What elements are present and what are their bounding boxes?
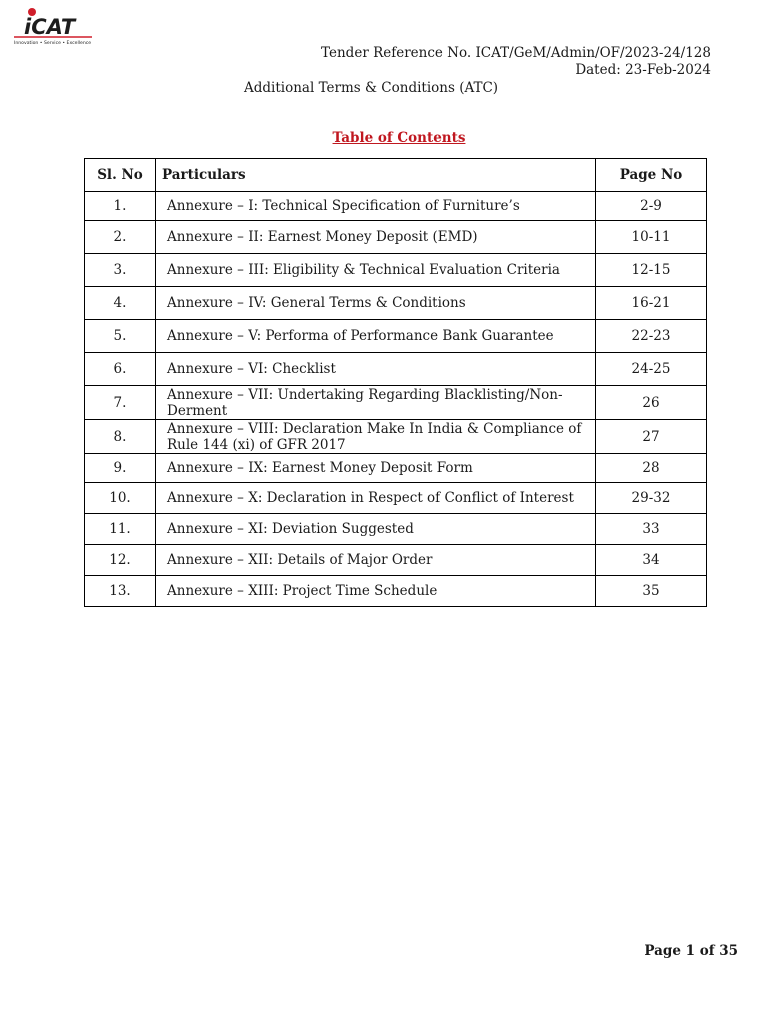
particulars-cell: Annexure – XIII: Project Time Schedule (156, 576, 596, 607)
sl-no-cell: 13. (85, 576, 156, 607)
table-row (85, 221, 707, 254)
sl-no-cell: 7. (85, 386, 156, 420)
page-no-cell: 12-15 (596, 254, 707, 287)
sl-no-cell: 2. (85, 221, 156, 254)
svg-text:iCAT: iCAT (24, 15, 76, 39)
page-no-cell: 16-21 (596, 287, 707, 320)
sl-no-cell: 6. (85, 353, 156, 386)
sl-no-cell: 5. (85, 320, 156, 353)
sl-no-cell: 9. (85, 454, 156, 483)
page-no-cell: 10-11 (596, 221, 707, 254)
particulars-cell: Annexure – VIII: Declaration Make In India & Compliance of Rule 144 (xi) of GFR 2017 (156, 420, 596, 454)
particulars-cell: Annexure – VI: Checklist (156, 353, 596, 386)
col-header-page-no: Page No (596, 159, 707, 192)
tender-reference-block (321, 45, 711, 79)
table-row (85, 192, 707, 221)
page-no-cell: 27 (596, 420, 707, 454)
dated: Dated: 23-Feb-2024 (575, 62, 711, 78)
page-no-cell: 28 (596, 454, 707, 483)
page-no-cell: 26 (596, 386, 707, 420)
table-row (85, 454, 707, 483)
particulars-cell: Annexure – V: Performa of Performance Bank Guarantee (156, 320, 596, 353)
sl-no-cell: 10. (85, 483, 156, 514)
toc-title: Table of Contents (332, 130, 466, 146)
table-row (85, 483, 707, 514)
toc-table (84, 158, 707, 607)
tender-reference: Tender Reference No. ICAT/GeM/Admin/OF/2023-24/128 (321, 45, 711, 61)
logo-tagline: Innovation • Service • Excellence (14, 41, 92, 46)
particulars-cell: Annexure – XII: Details of Major Order (156, 545, 596, 576)
particulars-cell: Annexure – IX: Earnest Money Deposit Form (156, 454, 596, 483)
particulars-cell: Annexure – XI: Deviation Suggested (156, 514, 596, 545)
table-row (85, 320, 707, 353)
table-row (85, 545, 707, 576)
sl-no-cell: 8. (85, 420, 156, 454)
icat-logo (12, 6, 96, 46)
sl-no-cell: 11. (85, 514, 156, 545)
table-row (85, 353, 707, 386)
particulars-cell: Annexure – X: Declaration in Respect of Conflict of Interest (156, 483, 596, 514)
particulars-cell: Annexure – I: Technical Specification of Furniture’s (156, 192, 596, 221)
sl-no-cell: 1. (85, 192, 156, 221)
page-number: Page 1 of 35 (644, 943, 738, 959)
col-header-sl-no: Sl. No (85, 159, 156, 192)
sl-no-cell: 3. (85, 254, 156, 287)
sl-no-cell: 12. (85, 545, 156, 576)
page-no-cell: 35 (596, 576, 707, 607)
particulars-cell: Annexure – IV: General Terms & Conditions (156, 287, 596, 320)
toc-header-row (85, 159, 707, 192)
atc-title: Additional Terms & Conditions (ATC) (244, 80, 499, 96)
col-header-particulars: Particulars (156, 159, 596, 192)
sl-no-cell: 4. (85, 287, 156, 320)
table-row (85, 420, 707, 454)
particulars-cell: Annexure – VII: Undertaking Regarding Blacklisting/Non-Derment (156, 386, 596, 420)
particulars-cell: Annexure – III: Eligibility & Technical Evaluation Criteria (156, 254, 596, 287)
icat-logo-mark (12, 6, 96, 46)
page-no-cell: 2-9 (596, 192, 707, 221)
page-no-cell: 22-23 (596, 320, 707, 353)
particulars-cell: Annexure – II: Earnest Money Deposit (EMD) (156, 221, 596, 254)
page-no-cell: 24-25 (596, 353, 707, 386)
page-no-cell: 29-32 (596, 483, 707, 514)
table-row (85, 576, 707, 607)
table-row (85, 287, 707, 320)
page-no-cell: 33 (596, 514, 707, 545)
table-row (85, 514, 707, 545)
table-row (85, 386, 707, 420)
table-row (85, 254, 707, 287)
page-no-cell: 34 (596, 545, 707, 576)
